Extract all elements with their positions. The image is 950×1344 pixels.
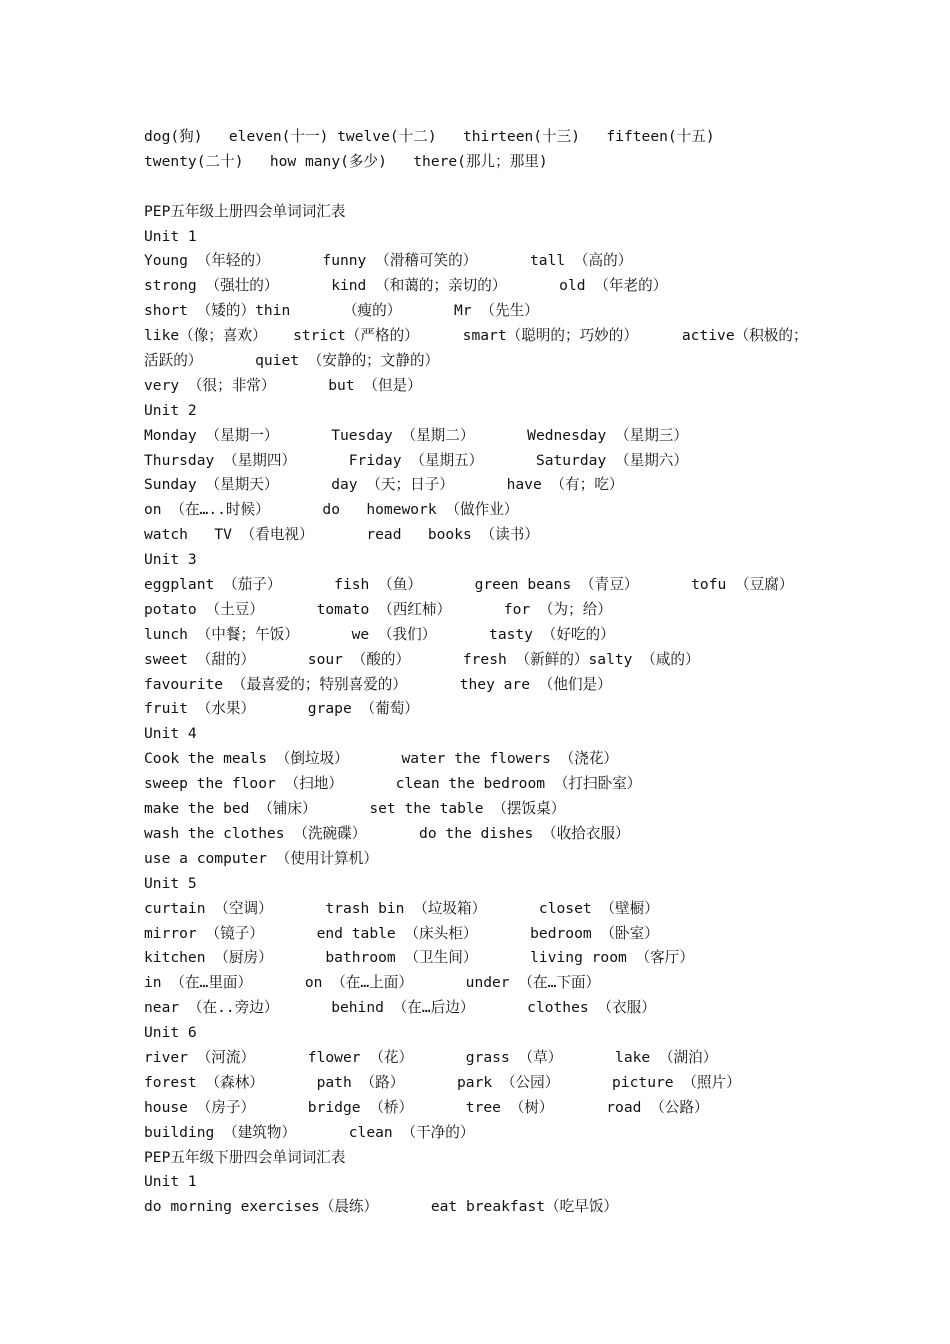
vocab-line: on （在…..时候） do homework （做作业） — [144, 501, 519, 519]
vocab-line: Unit 4 — [144, 725, 197, 743]
vocab-line: in （在…里面） on （在…上面） under （在…下面） — [144, 974, 601, 992]
vocab-line: Cook the meals （倒垃圾） water the flowers （浇花） — [144, 750, 619, 768]
vocab-line: house （房子） bridge （桥） tree （树） road （公路） — [144, 1098, 709, 1116]
vocab-line: Unit 1 — [144, 227, 197, 245]
vocab-line: Unit 5 — [144, 874, 197, 892]
section-title: PEP五年级上册四会单词词汇表 — [144, 202, 346, 220]
vocab-line: fruit （水果） grape （葡萄） — [144, 700, 419, 718]
vocab-line: watch TV （看电视） read books （读书） — [144, 526, 539, 544]
vocab-line: curtain （空调） trash bin （垃圾箱） closet （壁橱） — [144, 899, 659, 917]
vocab-line: make the bed （铺床） set the table （摆饭桌） — [144, 800, 566, 818]
vocab-line: Thursday （星期四） Friday （星期五） Saturday （星期六） — [144, 451, 688, 469]
intro-line: twenty(二十) how many(多少) there(那儿；那里) — [144, 152, 548, 170]
vocab-line: very （很；非常） but （但是） — [144, 376, 422, 394]
intro-line: dog(狗) eleven(十一) twelve(十二) thirteen(十三) fifteen(十五) — [144, 128, 715, 145]
vocab-line: wash the clothes （洗碗碟） do the dishes （收拾衣服） — [144, 824, 630, 842]
vocab-line: near （在..旁边） behind （在…后边） clothes （衣服） — [144, 999, 656, 1017]
vocab-line: river （河流） flower （花） grass （草） lake （湖泊） — [144, 1048, 718, 1066]
vocab-line: sweet （甜的） sour （酸的） fresh （新鲜的）salty （咸的） — [144, 650, 700, 668]
vocab-line: short （矮的）thin （瘦的） Mr （先生） — [144, 302, 539, 320]
vocab-line: use a computer （使用计算机） — [144, 849, 378, 867]
vocab-line: like（像；喜欢） strict（严格的） smart（聪明的；巧妙的） active（积极的； — [144, 327, 808, 345]
section-title: PEP五年级下册四会单词词汇表 — [144, 1148, 346, 1166]
vocab-line: Unit 3 — [144, 551, 197, 569]
vocab-line: sweep the floor （扫地） clean the bedroom （打扫卧室） — [144, 775, 642, 793]
vocab-line: do morning exercises（晨练） eat breakfast（吃早饭） — [144, 1198, 619, 1216]
document-page — [144, 125, 834, 1220]
vocab-line: Unit 2 — [144, 401, 197, 419]
vocab-line: eggplant （茄子） fish （鱼） green beans （青豆） tofu （豆腐） — [144, 576, 794, 594]
vocab-line: potato （土豆） tomato （西红柿） for （为；给） — [144, 600, 612, 618]
vocab-line: 活跃的） quiet （安静的；文静的） — [144, 352, 440, 370]
vocab-line: mirror （镜子） end table （床头柜） bedroom （卧室） — [144, 924, 659, 942]
vocab-line: forest （森林） path （路） park （公园） picture （照片） — [144, 1073, 741, 1091]
vocab-line: Unit 6 — [144, 1024, 197, 1042]
vocab-line: Young （年轻的） funny （滑稽可笑的） tall （高的） — [144, 252, 633, 270]
blank-line — [144, 175, 834, 200]
vocab-line: lunch （中餐；午饭） we （我们） tasty （好吃的） — [144, 625, 615, 643]
vocab-line: Unit 1 — [144, 1173, 197, 1191]
vocab-line: favourite （最喜爱的；特别喜爱的） they are （他们是） — [144, 675, 612, 693]
vocab-line: kitchen （厨房） bathroom （卫生间） living room （客厅） — [144, 949, 694, 967]
vocab-line: Monday （星期一） Tuesday （星期二） Wednesday （星期三） — [144, 426, 688, 444]
vocab-line: Sunday （星期天） day （天；日子） have （有；吃） — [144, 476, 624, 494]
vocab-line: strong （强壮的） kind （和蔼的；亲切的） old （年老的） — [144, 277, 668, 295]
vocab-line: building （建筑物） clean （干净的） — [144, 1123, 475, 1141]
